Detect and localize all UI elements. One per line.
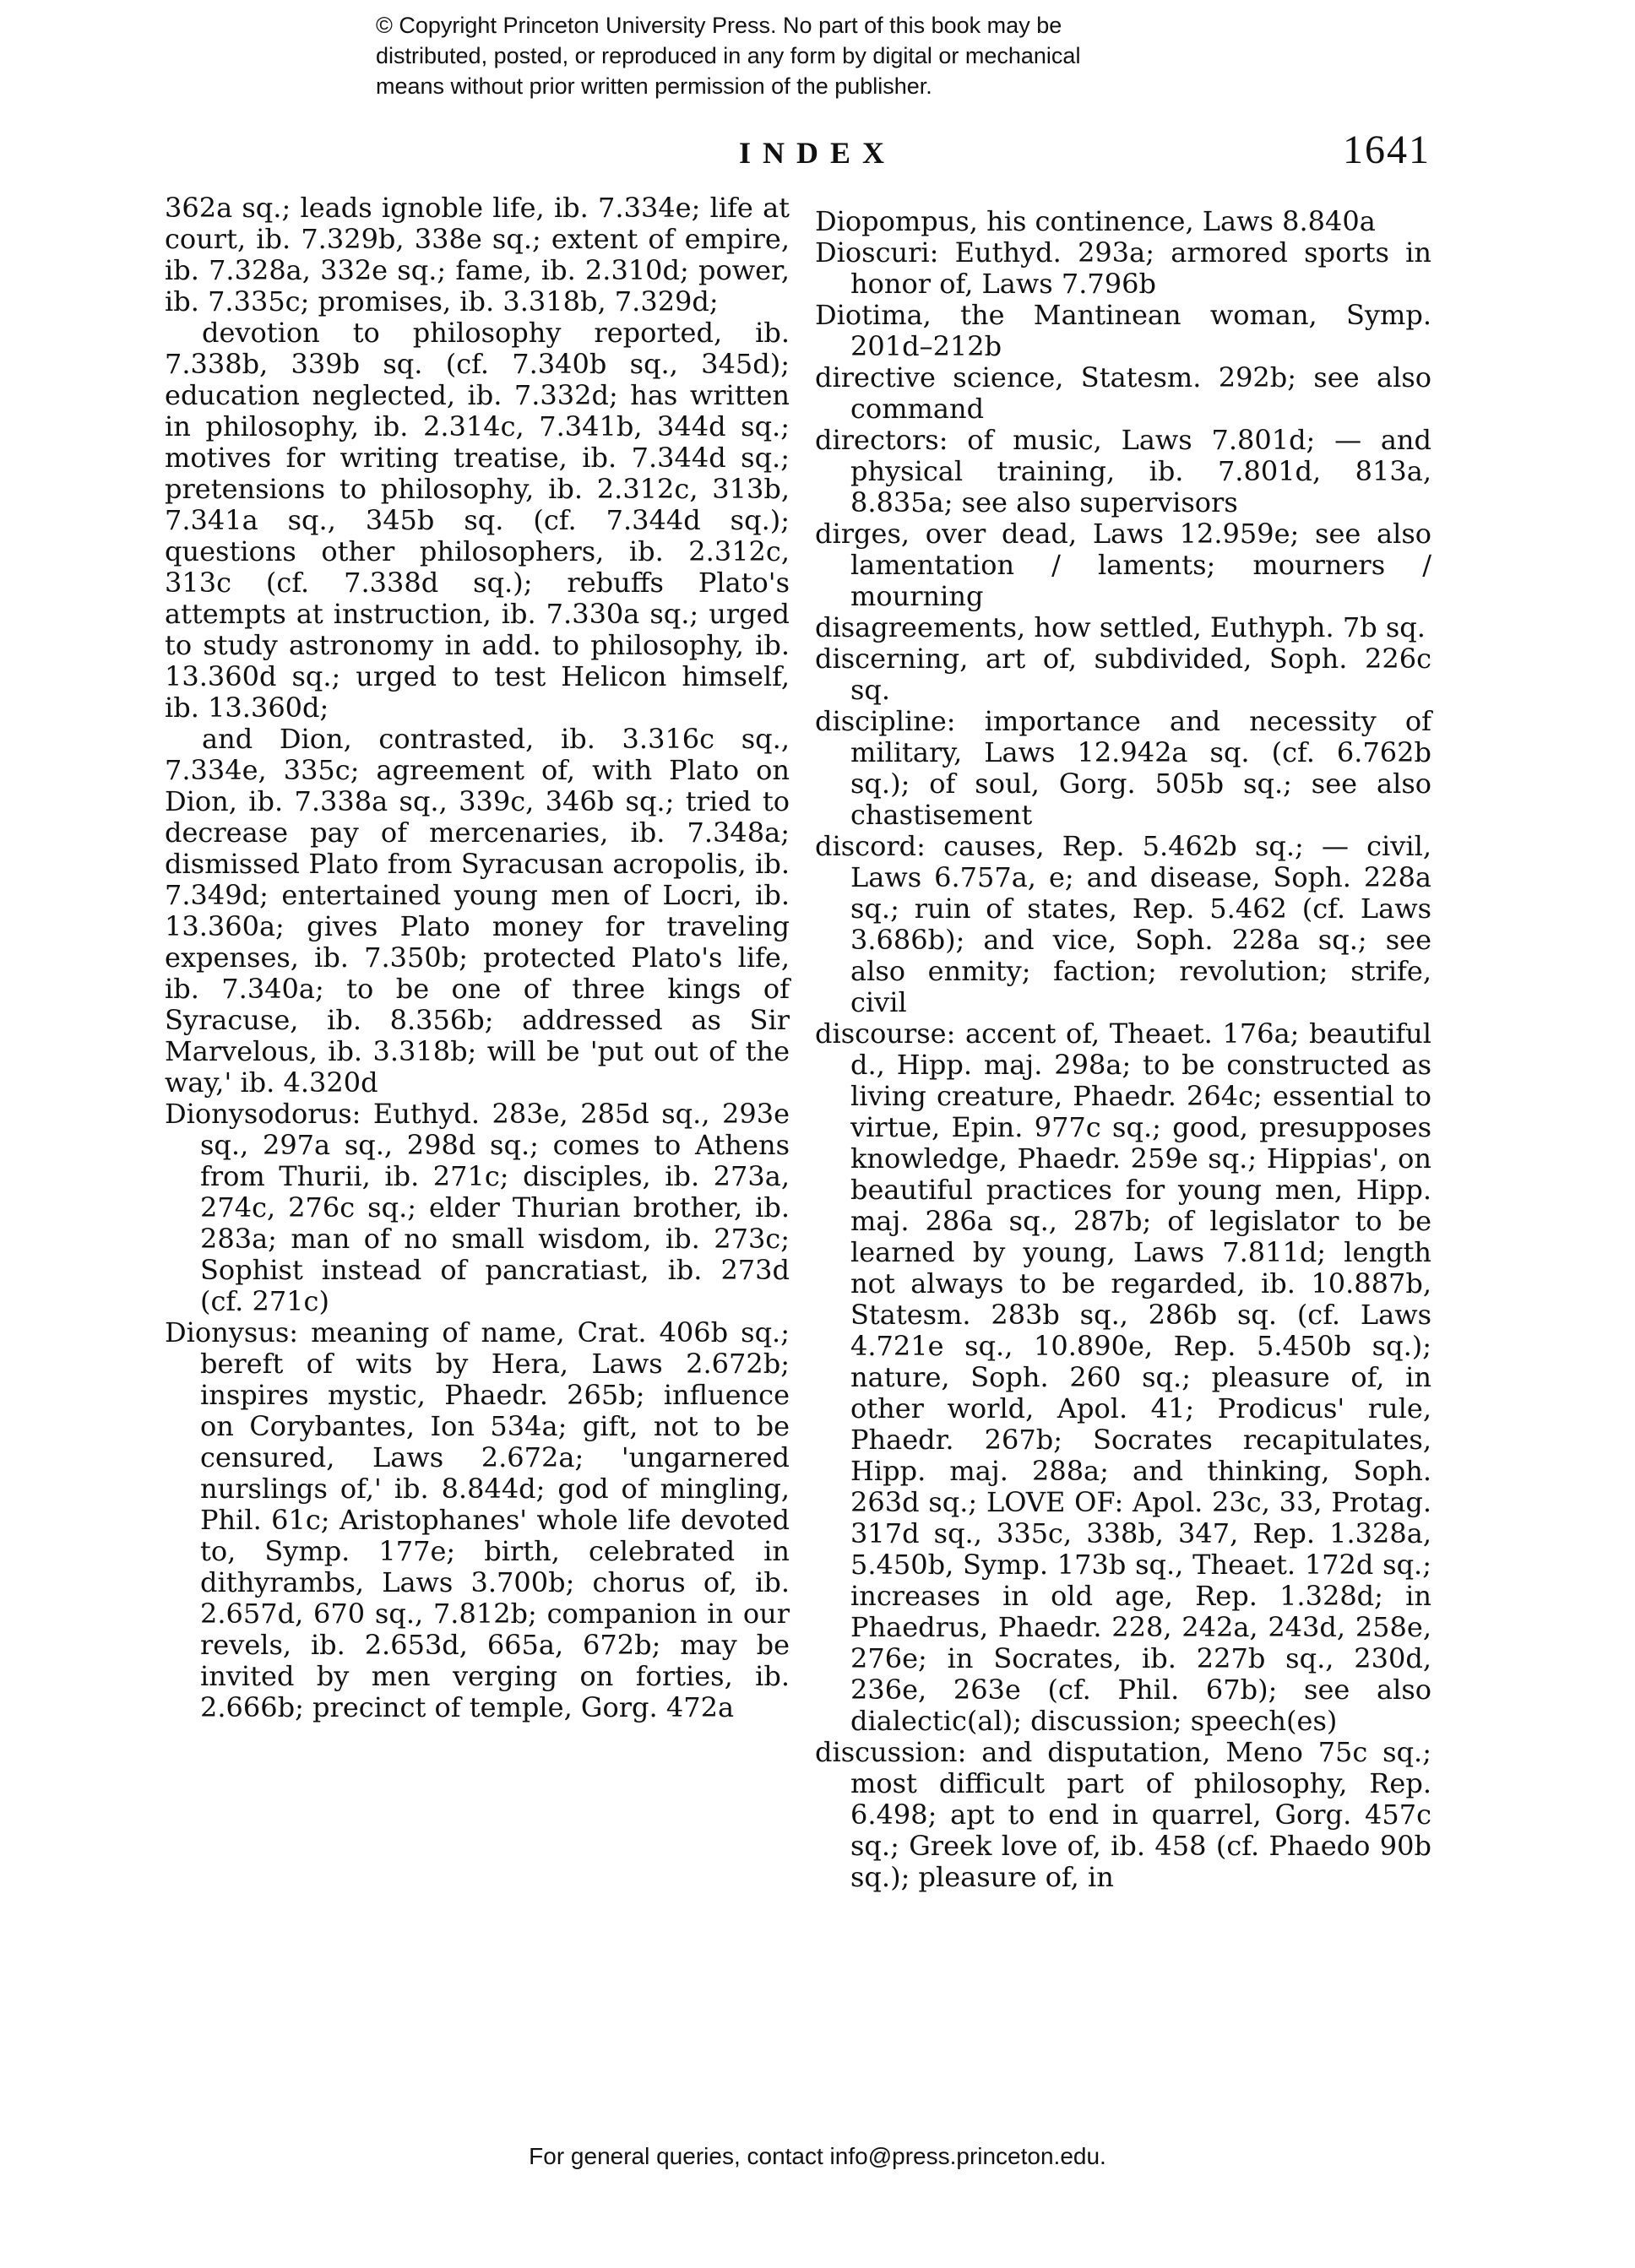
copyright-line-3: means without prior written permission of the publisher. bbox=[376, 73, 932, 99]
index-entry-dioscuri: Dioscuri: Euthyd. 293a; armored sports in honor of, Laws 7.796b bbox=[815, 236, 1431, 300]
index-entry-disagreements: disagreements, how settled, Euthyph. 7b sq. bbox=[815, 611, 1426, 643]
index-entry-dionysus: Dionysus: meaning of name, Crat. 406b sq.; bereft of wits by Hera, Laws 2.672b; inspires mystic, Phaedr. 265b; influence on Corybantes, Ion 534a; gift, not to be censured, Laws 2.672a; 'ungarnered nurslings of,' ib. 8.844d; god of mingling, Phil. 61c; Aristophanes' whole life devoted to, Symp. 177e; birth, celebrated in dithyrambs, Laws 3.700b; chorus of, ib. 2.657d, 670 sq., 7.812b; companion in our revels, ib. 2.653d, 665a, 672b; may be invited by men verging on forties, ib. 2.666b; precinct of temple, Gorg. 472a bbox=[165, 1316, 790, 1723]
left-column bbox=[165, 193, 790, 1723]
dionysius-dion-subentry: and Dion, contrasted, ib. 3.316c sq., 7.334e, 335c; agreement of, with Plato on Dion, ib. 7.338a sq., 339c, 346b sq.; tried to decrease pay of mercenaries, ib. 7.348a; dismissed Plato from Syracusan acropolis, ib. 7.349d; entertained young men of Locri, ib. 13.360a; gives Plato money for traveling expenses, ib. 7.350b; protected Plato's life, ib. 7.340a; to be one of three kings of Syracuse, ib. 8.356b; addressed as Sir Marvelous, ib. 3.318b; will be 'put out of the way,' ib. 4.320d bbox=[165, 723, 790, 1099]
copyright-line-1: © Copyright Princeton University Press. No part of this book may be bbox=[376, 13, 1062, 38]
index-entry-diopompus: Diopompus, his continence, Laws 8.840a bbox=[815, 205, 1376, 237]
copyright-notice bbox=[376, 10, 1220, 101]
index-entry-directors: directors: of music, Laws 7.801d; — and physical training, ib. 7.801d, 813a, 8.835a; see also supervisors bbox=[815, 424, 1431, 518]
index-entry-discord: discord: causes, Rep. 5.462b sq.; — civil, Laws 6.757a, e; and disease, Soph. 228a sq.; ruin of states, Rep. 5.462 (cf. Laws 3.686b); and vice, Soph. 228a sq.; see also enmity; faction; revolution; strife, civil bbox=[815, 830, 1431, 1018]
index-entry-dirges: dirges, over dead, Laws 12.959e; see also lamentation / laments; mourners / mourning bbox=[815, 518, 1431, 612]
index-entry-discerning: discerning, art of, subdivided, Soph. 226c sq. bbox=[815, 643, 1431, 706]
page-title: INDEX bbox=[738, 136, 896, 170]
index-entry-dionysodorus: Dionysodorus: Euthyd. 283e, 285d sq., 293e sq., 297a sq., 298d sq.; comes to Athens from Thurii, ib. 271c; disciples, ib. 273a, 274c, 276c sq.; elder Thurian brother, ib. 283a; man of no small wisdom, ib. 273c; Sophist instead of pancratiast, ib. 273d (cf. 271c) bbox=[165, 1098, 790, 1317]
index-entry-diotima: Diotima, the Mantinean woman, Symp. 201d–212b bbox=[815, 299, 1431, 362]
index-entry-directive-science: directive science, Statesm. 292b; see also command bbox=[815, 361, 1431, 425]
page-number: 1641 bbox=[1343, 128, 1431, 172]
index-entry-discourse: discourse: accent of, Theaet. 176a; beautiful d., Hipp. maj. 298a; to be constructed as living creature, Phaedr. 264c; essential to virtue, Epin. 977c sq.; good, presupposes knowledge, Phaedr. 259e sq.; Hippias', on beautiful practices for young men, Hipp. maj. 286a sq., 287b; of legislator to be learned by young, Laws 7.811d; length not always to be regarded, ib. 10.887b, Statesm. 283b sq., 286b sq. (cf. Laws 4.721e sq., 10.890e, Rep. 5.450b sq.); nature, Soph. 260 sq.; pleasure of, in other world, Apol. 41; Prodicus' rule, Phaedr. 267b; Socrates recapitulates, Hipp. maj. 288a; and thinking, Soph. 263d sq.; LOVE OF: Apol. 23c, 33, Protag. 317d sq., 335c, 338b, 347, Rep. 1.328a, 5.450b, Symp. 173b sq., Theaet. 172d sq.; increases in old age, Rep. 1.328d; in Phaedrus, Phaedr. 228, 242a, 243d, 258e, 276e; in Socrates, ib. 227b sq., 230d, 236e, 263e (cf. Phil. 67b); see also dialectic(al); discussion; speech(es) bbox=[815, 1017, 1431, 1737]
index-entry-discussion: discussion: and disputation, Meno 75c sq.; most difficult part of philosophy, Rep. 6.498; apt to end in quarrel, Gorg. 457c sq.; Greek love of, ib. 458 (cf. Phaedo 90b sq.); pleasure of, in bbox=[815, 1736, 1431, 1893]
footer-contact: For general queries, contact info@press.princeton.edu. bbox=[529, 2143, 1106, 2169]
dionysius-philosophy-subentry: devotion to philosophy reported, ib. 7.338b, 339b sq. (cf. 7.340b sq., 345d); education neglected, ib. 7.332d; has written in philosophy, ib. 2.314c, 7.341b, 344d sq.; motives for writing treatise, ib. 7.344d sq.; pretensions to philosophy, ib. 2.312c, 313b, 7.341a sq., 345b sq. (cf. 7.344d sq.); questions other philosophers, ib. 2.312c, 313c (cf. 7.338d sq.); rebuffs Plato's attempts at instruction, ib. 7.330a sq.; urged to study astronomy in add. to philosophy, ib. 13.360d sq.; urged to test Helicon himself, ib. 13.360d; bbox=[165, 317, 790, 724]
copyright-line-2: distributed, posted, or reproduced in any form by digital or mechanical bbox=[376, 43, 1081, 68]
dionysius-continuation: 362a sq.; leads ignoble life, ib. 7.334e; life at court, ib. 7.329b, 338e sq.; extent of empire, ib. 7.328a, 332e sq.; fame, ib. 2.310d; power, ib. 7.335c; promises, ib. 3.318b, 7.329d; bbox=[165, 192, 790, 317]
right-column bbox=[815, 206, 1431, 1893]
index-entry-discipline: discipline: importance and necessity of military, Laws 12.942a sq. (cf. 6.762b sq.); of soul, Gorg. 505b sq.; see also chastisement bbox=[815, 705, 1431, 831]
